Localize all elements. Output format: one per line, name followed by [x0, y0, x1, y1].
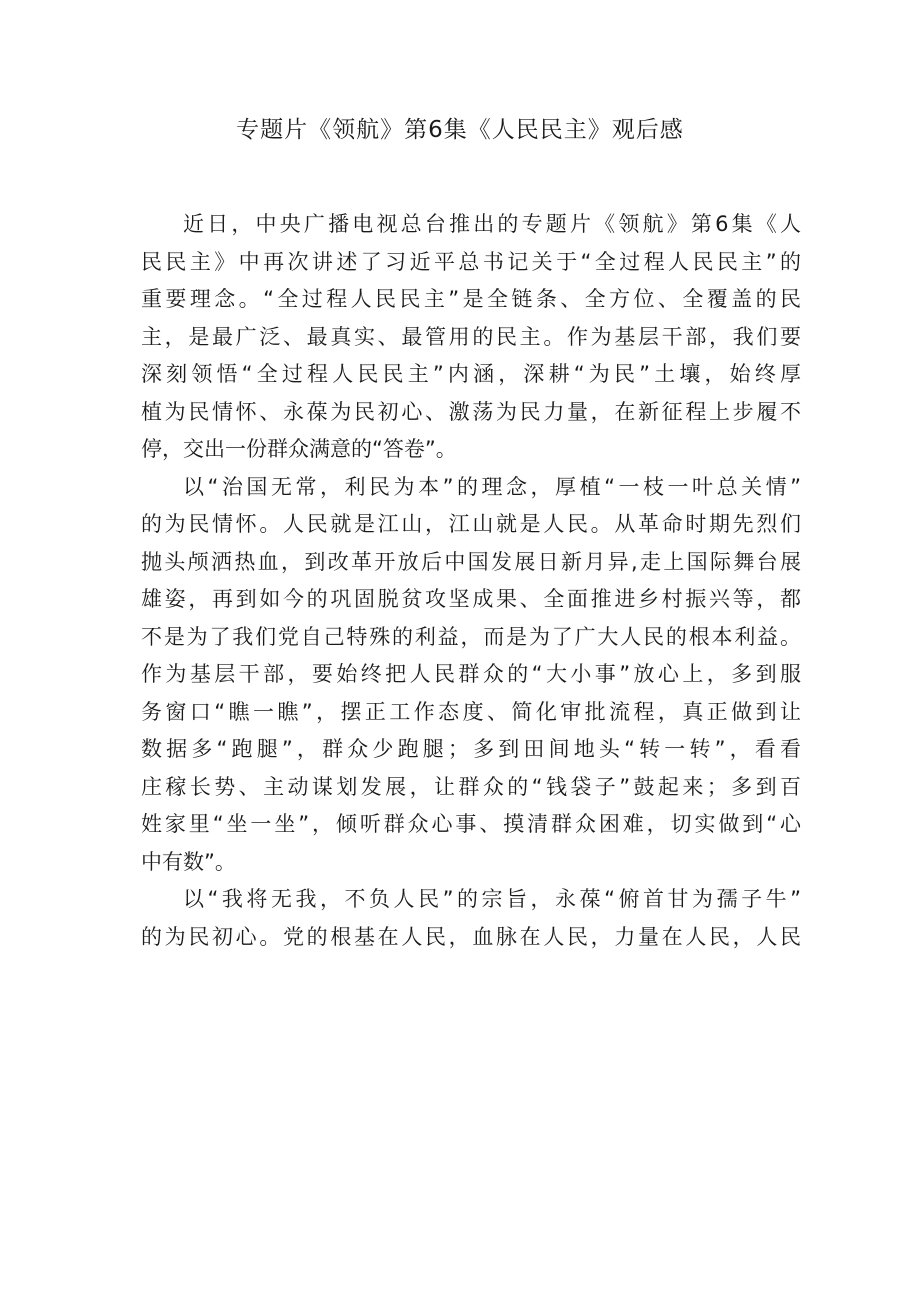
page-title: 专题片《领航》第6集《人民民主》观后感 [236, 117, 684, 143]
text-line: 不是为了我们党自己特殊的利益，而是为了广大人民的根本利益。 [141, 624, 801, 649]
article-body [141, 206, 801, 956]
text-line: 中有数”。 [141, 849, 236, 874]
paragraph-3 [141, 881, 801, 956]
text-line: 以“我将无我，不负人民”的宗旨，永葆“俯首甘为孺子牛” [183, 887, 801, 911]
text-line: 姓家里“坐一坐”，倾听群众心事、摸清群众困难，切实做到“心 [141, 812, 801, 836]
paragraph-2 [141, 469, 801, 882]
text-line: 抛头颅洒热血，到改革开放后中国发展日新月异,走上国际舞台展 [141, 549, 801, 574]
text-line: 数据多“跑腿”，群众少跑腿；多到田间地头“转一转”，看看 [141, 737, 801, 761]
text-line: 近日，中央广播电视总台推出的专题片《领航》第6集《人 [183, 212, 801, 236]
text-line: 以“治国无常，利民为本”的理念，厚植“一枝一叶总关情” [183, 474, 801, 499]
text-line: 的为民情怀。人民就是江山，江山就是人民。从革命时期先烈们 [141, 512, 801, 536]
text-line: 主，是最广泛、最真实、最管用的民主。作为基层干部，我们要 [141, 324, 801, 349]
text-line: 植为民情怀、永葆为民初心、激荡为民力量，在新征程上步履不 [141, 399, 801, 424]
text-line: 停，交出一份群众满意的“答卷”。 [141, 437, 457, 461]
text-line: 务窗口“瞧一瞧”，摆正工作态度、简化审批流程，真正做到让 [141, 699, 801, 724]
text-line: 民民主》中再次讲述了习近平总书记关于“全过程人民民主”的 [141, 249, 801, 274]
text-line: 庄稼长势、主动谋划发展，让群众的“钱袋子”鼓起来；多到百 [141, 774, 801, 799]
text-line: 的为民初心。党的根基在人民，血脉在人民，力量在人民，人民 [141, 924, 801, 949]
text-line: 深刻领悟“全过程人民民主”内涵，深耕“为民”土壤，始终厚 [141, 362, 801, 386]
text-line: 雄姿，再到如今的巩固脱贫攻坚成果、全面推进乡村振兴等，都 [141, 587, 801, 611]
paragraph-1 [141, 206, 801, 469]
text-line: 重要理念。“全过程人民民主”是全链条、全方位、全覆盖的民 [141, 287, 801, 311]
text-line: 作为基层干部，要始终把人民群众的“大小事”放心上，多到服 [141, 662, 801, 686]
